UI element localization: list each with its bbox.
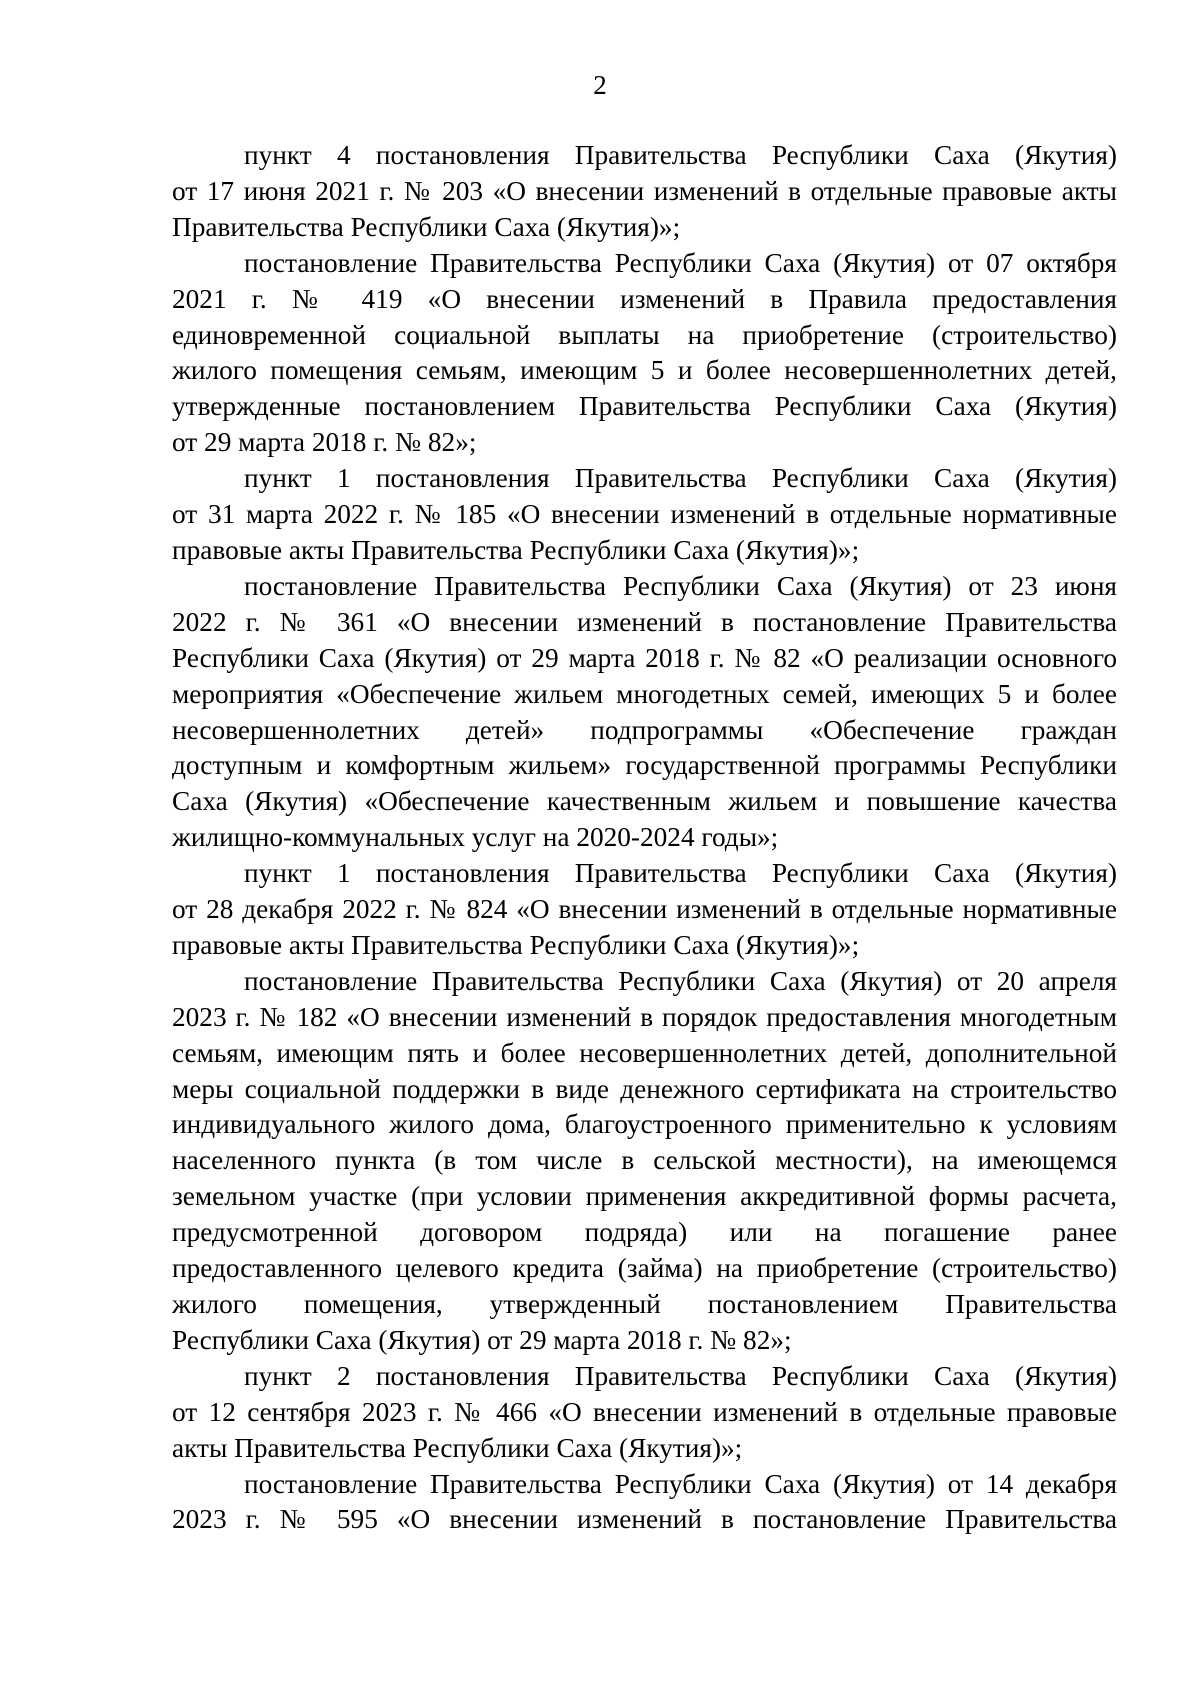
text-line: пункт 1 постановления Правительства Республики Саха (Якутия) bbox=[244, 463, 1117, 494]
text-line: постановление Правительства Республики Саха (Якутия) от 14 декабря bbox=[244, 1468, 1117, 1499]
document-body bbox=[172, 138, 1117, 1538]
paragraph bbox=[172, 461, 1117, 569]
text-line: постановление Правительства Республики Саха (Якутия) от 07 октября bbox=[244, 247, 1117, 278]
text-line: правовые акты Правительства Республики Саха (Якутия)»; bbox=[172, 534, 860, 565]
text-line: утвержденные постановлением Правительства Республики Саха (Якутия) bbox=[172, 391, 1117, 422]
text-line: пункт 2 постановления Правительства Республики Саха (Якутия) bbox=[244, 1360, 1117, 1391]
text-line: доступным и комфортным жильем» государственной программы Республики bbox=[172, 750, 1117, 781]
text-line: правовые акты Правительства Республики Саха (Якутия)»; bbox=[172, 929, 860, 960]
text-line: жилого помещения семьям, имеющим 5 и более несовершеннолетних детей, bbox=[172, 355, 1117, 386]
paragraph bbox=[172, 1467, 1117, 1539]
text-line: Республики Саха (Якутия) от 29 марта 2018 г. № 82»; bbox=[172, 1324, 792, 1355]
text-line: от 12 сентября 2023 г. № 466 «О внесении изменений в отдельные правовые bbox=[172, 1396, 1117, 1427]
paragraph bbox=[172, 1359, 1117, 1467]
text-line: от 28 декабря 2022 г. № 824 «О внесении изменений в отдельные нормативные bbox=[172, 894, 1117, 925]
text-line: семьям, имеющим пять и более несовершеннолетних детей, дополнительной bbox=[172, 1037, 1117, 1068]
text-line: пункт 4 постановления Правительства Республики Саха (Якутия) bbox=[244, 140, 1117, 170]
text-line: жилищно-коммунальных услуг на 2020-2024 годы»; bbox=[172, 822, 779, 853]
paragraph bbox=[172, 964, 1117, 1359]
text-line: предоставленного целевого кредита (займа) на приобретение (строительство) bbox=[172, 1253, 1117, 1284]
text-line: 2023 г. № 595 «О внесении изменений в постановление Правительства bbox=[172, 1504, 1117, 1535]
paragraph bbox=[172, 138, 1117, 246]
text-line: Республики Саха (Якутия) от 29 марта 2018 г. № 82 «О реализации основного bbox=[172, 642, 1117, 673]
text-line: 2022 г. № 361 «О внесении изменений в постановление Правительства bbox=[172, 606, 1117, 637]
paragraph bbox=[172, 246, 1117, 461]
text-line: постановление Правительства Республики Саха (Якутия) от 20 апреля bbox=[244, 965, 1117, 996]
text-line: Правительства Республики Саха (Якутия)»; bbox=[172, 211, 681, 242]
text-line: несовершеннолетних детей» подпрограммы «Обеспечение граждан bbox=[172, 714, 1117, 745]
text-line: пункт 1 постановления Правительства Республики Саха (Якутия) bbox=[244, 858, 1117, 889]
text-line: мероприятия «Обеспечение жильем многодетных семей, имеющих 5 и более bbox=[172, 678, 1117, 709]
text-line: индивидуального жилого дома, благоустроенного применительно к условиям bbox=[172, 1109, 1117, 1140]
text-line: населенного пункта (в том числе в сельской местности), на имеющемся bbox=[172, 1145, 1117, 1176]
text-line: постановление Правительства Республики Саха (Якутия) от 23 июня bbox=[244, 570, 1117, 601]
text-line: единовременной социальной выплаты на приобретение (строительство) bbox=[172, 319, 1117, 350]
text-line: предусмотренной договором подряда) или на погашение ранее bbox=[172, 1217, 1117, 1248]
paragraph bbox=[172, 856, 1117, 964]
text-line: меры социальной поддержки в виде денежного сертификата на строительство bbox=[172, 1073, 1117, 1104]
text-line: 2021 г. № 419 «О внесении изменений в Правила предоставления bbox=[172, 283, 1117, 314]
text-line: акты Правительства Республики Саха (Якутия)»; bbox=[172, 1432, 743, 1463]
text-line: от 17 июня 2021 г. № 203 «О внесении изменений в отдельные правовые акты bbox=[172, 175, 1117, 206]
page-number: 2 bbox=[593, 70, 607, 100]
text-line: от 31 марта 2022 г. № 185 «О внесении изменений в отдельные нормативные bbox=[172, 499, 1117, 530]
text-line: Саха (Якутия) «Обеспечение качественным жильем и повышение качества bbox=[172, 786, 1117, 817]
text-line: от 29 марта 2018 г. № 82»; bbox=[172, 427, 477, 458]
text-line: жилого помещения, утвержденный постановлением Правительства bbox=[172, 1289, 1117, 1319]
text-line: 2023 г. № 182 «О внесении изменений в порядок предоставления многодетным bbox=[172, 1001, 1117, 1032]
paragraph bbox=[172, 569, 1117, 856]
text-line: земельном участке (при условии применения аккредитивной формы расчета, bbox=[172, 1181, 1117, 1212]
